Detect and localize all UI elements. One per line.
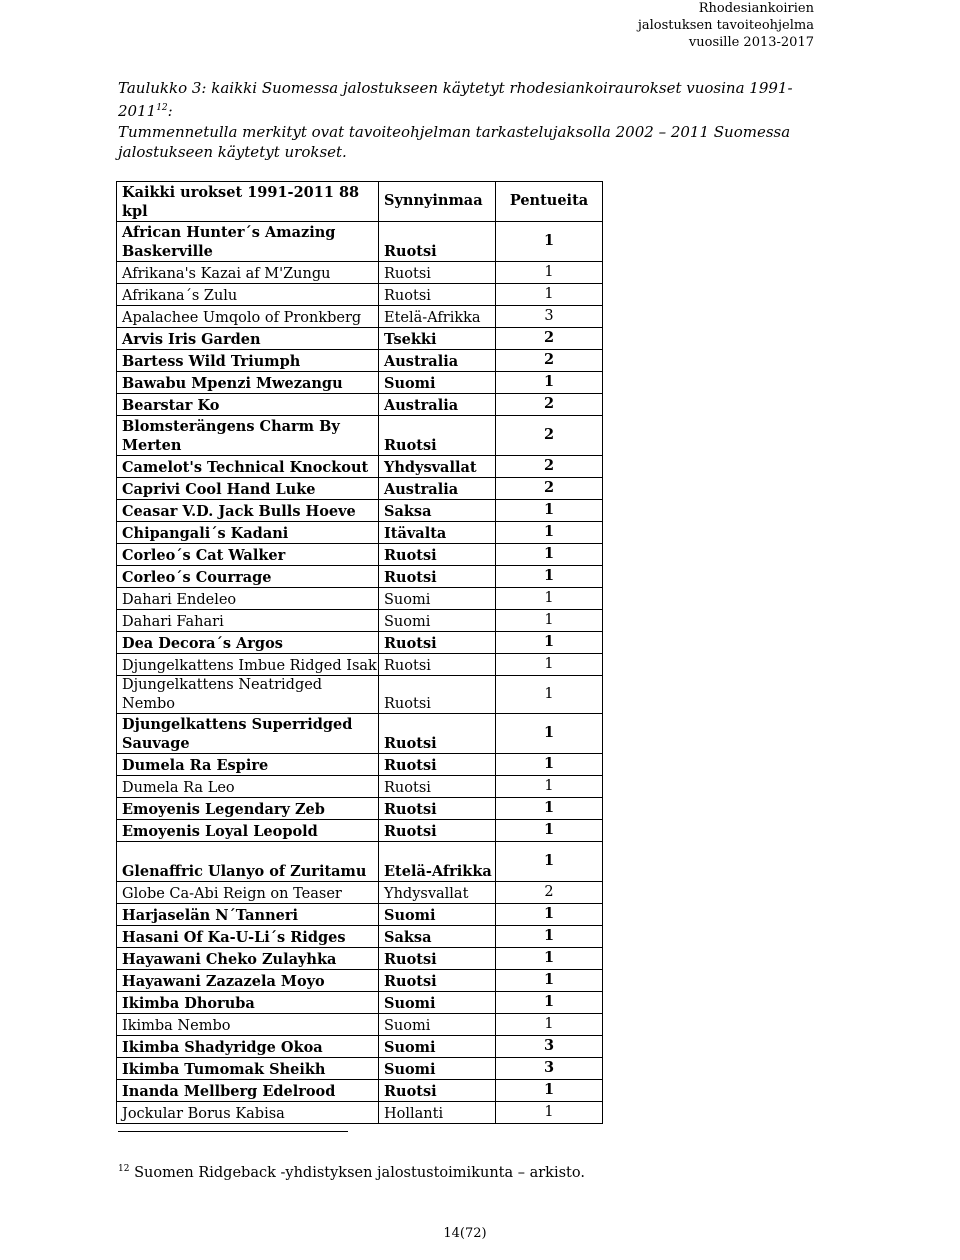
dog-name-cell: Bawabu Mpenzi Mwezangu: [117, 372, 379, 394]
table-row: [117, 566, 603, 588]
table-row: [117, 456, 603, 478]
litters-cell: 1: [496, 776, 603, 798]
litters-cell: 1: [496, 544, 603, 566]
country-cell: Ruotsi: [379, 970, 496, 992]
country-cell: Yhdysvallat: [379, 882, 496, 904]
dog-name-cell: Glenaffric Ulanyo of Zuritamu: [117, 842, 379, 882]
caption-footnote-ref[interactable]: 12: [156, 103, 168, 113]
table-row: [117, 284, 603, 306]
dog-name-cell: African Hunter´s Amazing Baskerville: [117, 222, 379, 262]
litters-cell: 1: [496, 1080, 603, 1102]
table-row: [117, 654, 603, 676]
country-cell: Ruotsi: [379, 416, 496, 456]
header-cell-litters: Pentueita: [496, 182, 603, 222]
table-row: [117, 948, 603, 970]
litters-cell: 1: [496, 992, 603, 1014]
dog-name-cell: Ceasar V.D. Jack Bulls Hoeve: [117, 500, 379, 522]
country-cell: Ruotsi: [379, 754, 496, 776]
table-row: [117, 1036, 603, 1058]
dog-name-cell: Chipangali´s Kadani: [117, 522, 379, 544]
dog-name-cell: Corleo´s Cat Walker: [117, 544, 379, 566]
country-cell: Ruotsi: [379, 262, 496, 284]
dog-name-cell: Caprivi Cool Hand Luke: [117, 478, 379, 500]
country-cell: Yhdysvallat: [379, 456, 496, 478]
dog-name-cell: Bearstar Ko: [117, 394, 379, 416]
country-cell: Ruotsi: [379, 654, 496, 676]
litters-cell: 2: [496, 328, 603, 350]
country-cell: Australia: [379, 350, 496, 372]
caption-colon: :: [167, 102, 173, 120]
footnote-separator: [118, 1131, 348, 1132]
country-cell: Hollanti: [379, 1102, 496, 1124]
country-cell: Australia: [379, 394, 496, 416]
country-cell: Ruotsi: [379, 1080, 496, 1102]
country-cell: Ruotsi: [379, 544, 496, 566]
country-cell: Ruotsi: [379, 820, 496, 842]
country-cell: Ruotsi: [379, 714, 496, 754]
dog-name-cell: Djungelkattens Neatridged Nembo: [117, 676, 379, 714]
country-cell: Ruotsi: [379, 566, 496, 588]
table-row: [117, 632, 603, 654]
dog-name-cell: Djungelkattens Imbue Ridged Isak: [117, 654, 379, 676]
dog-name-cell: Jockular Borus Kabisa: [117, 1102, 379, 1124]
table-row: [117, 610, 603, 632]
dog-name-cell: Emoyenis Legendary Zeb: [117, 798, 379, 820]
litters-cell: 2: [496, 350, 603, 372]
table-header-row: [117, 182, 603, 222]
country-cell: Suomi: [379, 1014, 496, 1036]
litters-cell: 1: [496, 566, 603, 588]
table-row: [117, 904, 603, 926]
caption-title-text: Taulukko 3: kaikki Suomessa jalostukseen käytetyt rhodesiankoiraurokset vuosina 1991-2011: [118, 79, 793, 120]
table-row: [117, 478, 603, 500]
stud-dogs-table: [116, 181, 603, 1124]
table-row: [117, 350, 603, 372]
dog-name-cell: Corleo´s Courrage: [117, 566, 379, 588]
litters-cell: 1: [496, 284, 603, 306]
country-cell: Ruotsi: [379, 798, 496, 820]
litters-cell: 1: [496, 842, 603, 882]
country-cell: Suomi: [379, 1058, 496, 1080]
country-cell: Ruotsi: [379, 222, 496, 262]
dog-name-cell: Bartess Wild Triumph: [117, 350, 379, 372]
dog-name-cell: Inanda Mellberg Edelrood: [117, 1080, 379, 1102]
dog-name-cell: Camelot's Technical Knockout: [117, 456, 379, 478]
table-row: [117, 544, 603, 566]
country-cell: Ruotsi: [379, 284, 496, 306]
country-cell: Etelä-Afrikka: [379, 842, 496, 882]
page-number: 14(72): [443, 1226, 487, 1241]
country-cell: Suomi: [379, 610, 496, 632]
running-header: [638, 0, 814, 51]
dog-name-cell: Harjaselän N´Tanneri: [117, 904, 379, 926]
litters-cell: 1: [496, 632, 603, 654]
table-row: [117, 500, 603, 522]
table-row: [117, 306, 603, 328]
litters-cell: 1: [496, 654, 603, 676]
table-row: [117, 820, 603, 842]
dog-name-cell: Afrikana´s Zulu: [117, 284, 379, 306]
country-cell: Itävalta: [379, 522, 496, 544]
country-cell: Ruotsi: [379, 776, 496, 798]
footnote-marker: 12: [118, 1164, 130, 1174]
litters-cell: 1: [496, 820, 603, 842]
litters-cell: 1: [496, 798, 603, 820]
table-row: [117, 522, 603, 544]
header-cell-country: Synnyinmaa: [379, 182, 496, 222]
table-caption: [118, 78, 818, 162]
litters-cell: 1: [496, 588, 603, 610]
header-line-1: Rhodesiankoirien: [698, 1, 814, 16]
table-row: [117, 676, 603, 714]
table-row: [117, 1102, 603, 1124]
litters-cell: 1: [496, 970, 603, 992]
dog-name-cell: Ikimba Nembo: [117, 1014, 379, 1036]
country-cell: Ruotsi: [379, 948, 496, 970]
country-cell: Suomi: [379, 904, 496, 926]
header-cell-dogs: Kaikki urokset 1991-2011 88 kpl: [117, 182, 379, 222]
litters-cell: 1: [496, 714, 603, 754]
country-cell: Saksa: [379, 926, 496, 948]
header-line-2: jalostuksen tavoiteohjelma: [637, 18, 814, 33]
dog-name-cell: Ikimba Tumomak Sheikh: [117, 1058, 379, 1080]
country-cell: Suomi: [379, 372, 496, 394]
litters-cell: 1: [496, 926, 603, 948]
caption-note: Tummennetulla merkityt ovat tavoiteohjelman tarkastelujaksolla 2002 – 2011 Suomessa jalostukseen käytetyt urokset.: [118, 123, 791, 161]
litters-cell: 2: [496, 394, 603, 416]
table-row: [117, 1014, 603, 1036]
litters-cell: 1: [496, 222, 603, 262]
header-line-3: vuosille 2013-2017: [688, 35, 814, 50]
dog-name-cell: Dahari Fahari: [117, 610, 379, 632]
litters-cell: 1: [496, 676, 603, 714]
table-row: [117, 328, 603, 350]
dog-name-cell: Dumela Ra Espire: [117, 754, 379, 776]
litters-cell: 1: [496, 1102, 603, 1124]
country-cell: Etelä-Afrikka: [379, 306, 496, 328]
litters-cell: 2: [496, 456, 603, 478]
country-cell: Tsekki: [379, 328, 496, 350]
country-cell: Saksa: [379, 500, 496, 522]
table-row: [117, 372, 603, 394]
litters-cell: 3: [496, 1036, 603, 1058]
table-row: [117, 222, 603, 262]
country-cell: Suomi: [379, 992, 496, 1014]
table-row: [117, 262, 603, 284]
footnote: [118, 1164, 585, 1181]
dog-name-cell: Hayawani Zazazela Moyo: [117, 970, 379, 992]
litters-cell: 1: [496, 610, 603, 632]
dog-name-cell: Hasani Of Ka-U-Li´s Ridges: [117, 926, 379, 948]
litters-cell: 1: [496, 948, 603, 970]
litters-cell: 2: [496, 478, 603, 500]
table-row: [117, 588, 603, 610]
dog-name-cell: Apalachee Umqolo of Pronkberg: [117, 306, 379, 328]
table-row: [117, 714, 603, 754]
footnote-text: Suomen Ridgeback -yhdistyksen jalostustoimikunta – arkisto.: [134, 1164, 585, 1181]
dog-name-cell: Ikimba Dhoruba: [117, 992, 379, 1014]
litters-cell: 2: [496, 882, 603, 904]
litters-cell: 1: [496, 904, 603, 926]
dog-name-cell: Dumela Ra Leo: [117, 776, 379, 798]
dog-name-cell: Afrikana's Kazai af M'Zungu: [117, 262, 379, 284]
country-cell: Suomi: [379, 1036, 496, 1058]
litters-cell: 3: [496, 306, 603, 328]
litters-cell: 1: [496, 500, 603, 522]
dog-name-cell: Arvis Iris Garden: [117, 328, 379, 350]
table-row: [117, 842, 603, 882]
country-cell: Ruotsi: [379, 632, 496, 654]
litters-cell: 1: [496, 372, 603, 394]
table-row: [117, 970, 603, 992]
dog-name-cell: Emoyenis Loyal Leopold: [117, 820, 379, 842]
caption-title: [118, 78, 818, 122]
litters-cell: 2: [496, 416, 603, 456]
table-row: [117, 776, 603, 798]
table-row: [117, 754, 603, 776]
table-row: [117, 992, 603, 1014]
dog-name-cell: Djungelkattens Superridged Sauvage: [117, 714, 379, 754]
country-cell: Australia: [379, 478, 496, 500]
dog-name-cell: Dahari Endeleo: [117, 588, 379, 610]
litters-cell: 1: [496, 522, 603, 544]
dog-name-cell: Ikimba Shadyridge Okoa: [117, 1036, 379, 1058]
dog-name-cell: Blomsterängens Charm By Merten: [117, 416, 379, 456]
litters-cell: 1: [496, 1014, 603, 1036]
table-row: [117, 798, 603, 820]
country-cell: Suomi: [379, 588, 496, 610]
dog-name-cell: Globe Ca-Abi Reign on Teaser: [117, 882, 379, 904]
table-row: [117, 926, 603, 948]
dog-name-cell: Dea Decora´s Argos: [117, 632, 379, 654]
dog-name-cell: Hayawani Cheko Zulayhka: [117, 948, 379, 970]
table-row: [117, 416, 603, 456]
litters-cell: 1: [496, 754, 603, 776]
table-row: [117, 882, 603, 904]
country-cell: Ruotsi: [379, 676, 496, 714]
table-row: [117, 1058, 603, 1080]
litters-cell: 3: [496, 1058, 603, 1080]
table-row: [117, 1080, 603, 1102]
table-row: [117, 394, 603, 416]
litters-cell: 1: [496, 262, 603, 284]
